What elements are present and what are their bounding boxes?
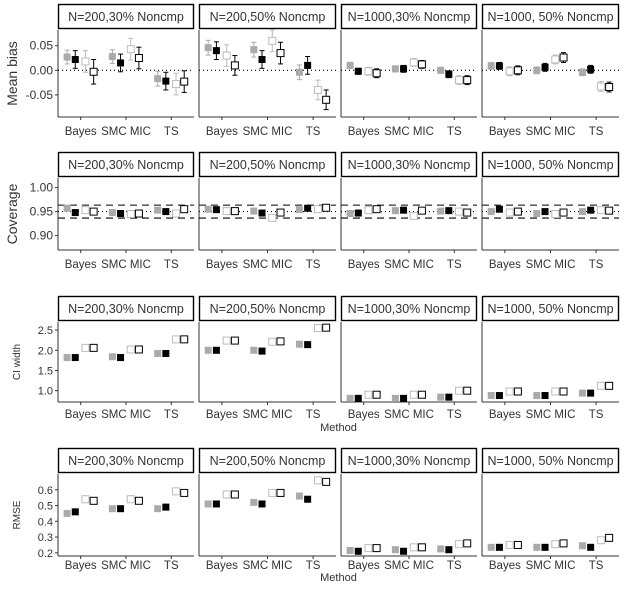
point-black-filled — [162, 350, 169, 357]
point-gray-open — [82, 207, 89, 214]
point-gray-filled — [488, 392, 495, 399]
point-black-filled — [355, 68, 362, 75]
point-gray-filled — [392, 546, 399, 553]
point-gray-open — [456, 541, 463, 548]
point-black-open — [606, 84, 613, 91]
point-gray-open — [410, 544, 417, 551]
x-tick-label: SMC MIC — [384, 560, 434, 572]
x-tick-label: SMC MIC — [242, 259, 293, 271]
point-black-open — [90, 497, 97, 504]
point-gray-open — [173, 210, 180, 217]
point-gray-open — [552, 211, 559, 218]
y-tick-label: 0.90 — [29, 228, 53, 243]
point-gray-open — [269, 214, 276, 221]
point-gray-filled — [296, 206, 303, 213]
point-gray-filled — [205, 347, 212, 354]
y-tick-label: -0.05 — [25, 87, 53, 102]
point-black-filled — [72, 209, 79, 216]
point-black-filled — [445, 207, 452, 214]
x-tick-label: SMC MIC — [525, 126, 576, 138]
point-black-filled — [72, 508, 79, 515]
y-axis-title: Mean bias — [4, 41, 20, 106]
x-tick-label: TS — [163, 409, 179, 421]
point-black-filled — [496, 206, 503, 213]
point-black-filled — [445, 71, 452, 78]
x-tick-label: TS — [163, 560, 179, 572]
point-black-filled — [587, 66, 594, 73]
point-black-filled — [117, 505, 124, 512]
facet-strip-label: N=200,50% Noncmp — [209, 10, 326, 24]
point-black-filled — [400, 65, 407, 72]
point-black-open — [560, 388, 567, 395]
x-tick-label: Bayes — [347, 409, 380, 421]
x-tick-label: TS — [163, 259, 179, 271]
x-tick-label: TS — [588, 259, 604, 271]
point-black-open — [464, 77, 471, 84]
facet-strip-label: N=1000, 50% Noncmp — [487, 454, 614, 468]
facet-strip-label: N=200,30% Noncmp — [68, 454, 184, 468]
point-gray-filled — [250, 347, 257, 354]
point-gray-filled — [347, 395, 354, 402]
x-tick-label: SMC MIC — [101, 560, 151, 572]
y-tick-label: 0.2 — [37, 547, 53, 560]
facet-strip-label: N=1000, 50% Noncmp — [487, 158, 614, 172]
point-gray-filled — [392, 395, 399, 402]
x-tick-label: SMC MIC — [242, 560, 293, 572]
y-axis-title: CI width — [12, 343, 23, 381]
facet-strip-label: N=1000, 50% Noncmp — [487, 302, 614, 316]
facet-strip-label: N=200,30% Noncmp — [68, 302, 184, 316]
x-tick-label: Bayes — [488, 409, 521, 421]
x-tick-label: Bayes — [64, 409, 97, 421]
y-tick-label: 2.5 — [37, 325, 53, 338]
point-gray-open — [552, 56, 559, 63]
point-black-filled — [304, 341, 311, 348]
point-gray-filled — [347, 62, 354, 69]
x-tick-label: Bayes — [347, 560, 380, 572]
point-gray-open — [410, 59, 417, 66]
facet-strip-label: N=1000,30% Noncmp — [347, 454, 471, 468]
point-black-open — [231, 337, 238, 344]
x-tick-label: SMC MIC — [101, 409, 151, 421]
x-tick-label: SMC MIC — [242, 126, 293, 138]
facet-strip-label: N=1000,30% Noncmp — [347, 10, 471, 24]
point-black-filled — [355, 210, 362, 217]
point-gray-filled — [154, 75, 161, 82]
point-gray-open — [456, 208, 463, 215]
x-tick-label: TS — [588, 409, 604, 421]
point-gray-open — [127, 46, 134, 53]
point-gray-open — [314, 206, 321, 213]
x-tick-label: TS — [446, 409, 462, 421]
point-gray-open — [552, 541, 559, 548]
point-black-filled — [496, 62, 503, 69]
point-black-open — [373, 70, 380, 77]
point-black-filled — [304, 496, 311, 503]
point-black-open — [277, 50, 284, 57]
point-gray-open — [365, 207, 372, 214]
point-black-open — [90, 344, 97, 351]
point-black-open — [181, 206, 188, 213]
point-gray-open — [127, 496, 134, 503]
point-black-filled — [445, 394, 452, 401]
point-gray-filled — [109, 505, 116, 512]
x-tick-label: Bayes — [205, 259, 238, 271]
facet-strip-label: N=200,50% Noncmp — [209, 454, 326, 468]
point-gray-open — [365, 68, 372, 75]
point-black-open — [418, 207, 425, 214]
point-black-filled — [587, 544, 594, 551]
point-black-open — [606, 382, 613, 389]
point-gray-open — [506, 541, 513, 548]
point-black-open — [418, 391, 425, 398]
point-black-filled — [213, 47, 220, 54]
point-black-filled — [259, 348, 266, 355]
point-gray-filled — [437, 208, 444, 215]
point-black-filled — [587, 390, 594, 397]
y-tick-label: 0.6 — [37, 484, 53, 497]
point-gray-filled — [64, 510, 71, 517]
x-tick-label: Bayes — [64, 560, 97, 572]
point-gray-filled — [154, 207, 161, 214]
point-gray-open — [173, 81, 180, 88]
point-gray-filled — [347, 210, 354, 217]
point-gray-filled — [109, 209, 116, 216]
point-gray-filled — [296, 493, 303, 500]
point-black-filled — [542, 64, 549, 71]
point-gray-filled — [488, 208, 495, 215]
point-black-open — [231, 491, 238, 498]
point-gray-open — [365, 391, 372, 398]
point-black-open — [90, 68, 97, 75]
point-black-open — [277, 209, 284, 216]
point-black-open — [135, 210, 142, 217]
point-black-open — [135, 497, 142, 504]
point-black-open — [323, 204, 330, 211]
point-black-open — [231, 62, 238, 69]
point-gray-open — [223, 491, 230, 498]
x-tick-label: TS — [163, 126, 179, 138]
point-gray-open — [82, 496, 89, 503]
point-gray-open — [173, 336, 180, 343]
x-tick-label: Bayes — [64, 259, 97, 271]
point-black-open — [373, 206, 380, 213]
point-gray-filled — [533, 67, 540, 74]
point-black-open — [514, 541, 521, 548]
point-black-open — [560, 54, 567, 61]
point-black-filled — [445, 546, 452, 553]
point-gray-filled — [64, 354, 71, 361]
point-black-filled — [587, 207, 594, 214]
facet-strip-label: N=1000, 50% Noncmp — [487, 10, 614, 24]
point-gray-filled — [109, 53, 116, 60]
point-gray-open — [173, 488, 180, 495]
y-axis-title: Coverage — [4, 183, 20, 245]
x-tick-label: SMC MIC — [525, 259, 576, 271]
point-gray-filled — [579, 69, 586, 76]
point-gray-filled — [533, 544, 540, 551]
point-black-filled — [355, 548, 362, 555]
point-black-filled — [213, 500, 220, 507]
point-black-filled — [542, 208, 549, 215]
x-tick-label: Bayes — [64, 126, 97, 138]
facet-strip-label: N=1000,30% Noncmp — [347, 158, 471, 172]
point-black-open — [418, 544, 425, 551]
y-tick-label: 0.05 — [29, 38, 53, 53]
point-black-open — [181, 78, 188, 85]
x-tick-label: TS — [305, 560, 321, 572]
point-gray-open — [597, 207, 604, 214]
point-black-open — [514, 67, 521, 74]
x-tick-label: TS — [446, 126, 462, 138]
point-gray-open — [82, 58, 89, 65]
facet-strip-label: N=200,30% Noncmp — [68, 158, 184, 172]
point-gray-filled — [250, 208, 257, 215]
facet-strip-label: N=200,50% Noncmp — [209, 302, 326, 316]
x-tick-label: TS — [305, 259, 321, 271]
point-black-open — [606, 534, 613, 541]
x-tick-label: SMC MIC — [384, 259, 434, 271]
x-tick-label: TS — [588, 126, 604, 138]
point-gray-filled — [296, 69, 303, 76]
point-gray-open — [269, 37, 276, 44]
point-gray-open — [127, 211, 134, 218]
point-black-filled — [259, 500, 266, 507]
point-black-filled — [162, 504, 169, 511]
point-gray-open — [223, 337, 230, 344]
x-tick-label: Bayes — [205, 560, 238, 572]
point-black-filled — [400, 548, 407, 555]
point-black-open — [277, 489, 284, 496]
point-gray-filled — [205, 206, 212, 213]
x-tick-label: Bayes — [488, 259, 521, 271]
point-black-filled — [304, 62, 311, 69]
point-black-filled — [304, 205, 311, 212]
point-gray-filled — [250, 499, 257, 506]
point-gray-open — [506, 68, 513, 75]
point-black-open — [606, 207, 613, 214]
point-black-open — [323, 96, 330, 103]
point-black-open — [560, 209, 567, 216]
point-gray-filled — [347, 547, 354, 554]
point-gray-filled — [488, 62, 495, 69]
point-black-filled — [542, 544, 549, 551]
x-tick-label: SMC MIC — [101, 259, 151, 271]
y-tick-label: 1.0 — [37, 385, 53, 398]
y-tick-label: 0.5 — [37, 500, 53, 513]
x-tick-label: Bayes — [205, 126, 238, 138]
point-black-filled — [117, 210, 124, 217]
point-gray-open — [365, 545, 372, 552]
y-tick-label: 0.95 — [29, 204, 53, 219]
point-gray-filled — [64, 205, 71, 212]
y-tick-label: 2.0 — [37, 345, 53, 358]
point-gray-filled — [392, 207, 399, 214]
point-gray-filled — [250, 46, 257, 53]
point-black-filled — [400, 395, 407, 402]
point-black-open — [135, 55, 142, 62]
point-gray-open — [552, 388, 559, 395]
point-black-open — [135, 346, 142, 353]
point-gray-filled — [154, 350, 161, 357]
point-gray-open — [269, 338, 276, 345]
point-gray-filled — [154, 505, 161, 512]
point-black-open — [514, 388, 521, 395]
point-black-open — [373, 545, 380, 552]
y-tick-label: 1.5 — [37, 365, 53, 378]
point-black-filled — [117, 59, 124, 66]
point-gray-filled — [64, 54, 71, 61]
y-axis-title: RMSE — [12, 500, 23, 530]
point-black-filled — [259, 56, 266, 63]
point-black-open — [323, 324, 330, 331]
point-black-open — [231, 208, 238, 215]
point-gray-filled — [579, 208, 586, 215]
x-tick-label: Bayes — [488, 560, 521, 572]
point-black-filled — [162, 208, 169, 215]
point-black-filled — [542, 392, 549, 399]
point-black-open — [464, 540, 471, 547]
point-gray-filled — [296, 341, 303, 348]
point-black-filled — [117, 354, 124, 361]
point-gray-open — [410, 212, 417, 219]
point-gray-open — [223, 52, 230, 59]
x-tick-label: TS — [446, 560, 462, 572]
point-black-open — [90, 208, 97, 215]
point-black-open — [373, 391, 380, 398]
x-axis-title: Method — [320, 572, 357, 584]
point-black-open — [418, 61, 425, 68]
x-tick-label: SMC MIC — [384, 409, 434, 421]
point-gray-filled — [109, 353, 116, 360]
point-gray-open — [223, 208, 230, 215]
point-gray-open — [410, 391, 417, 398]
point-black-filled — [213, 206, 220, 213]
point-black-open — [277, 338, 284, 345]
facet-strip-label: N=200,50% Noncmp — [209, 158, 326, 172]
point-black-open — [464, 209, 471, 216]
point-black-open — [181, 489, 188, 496]
point-black-filled — [213, 347, 220, 354]
x-tick-label: SMC MIC — [242, 409, 293, 421]
point-black-filled — [400, 207, 407, 214]
y-tick-label: 0.3 — [37, 532, 53, 545]
x-tick-label: Bayes — [205, 409, 238, 421]
point-gray-open — [506, 209, 513, 216]
point-gray-filled — [205, 44, 212, 51]
x-tick-label: SMC MIC — [525, 409, 576, 421]
point-black-filled — [259, 210, 266, 217]
point-gray-filled — [579, 390, 586, 397]
x-tick-label: SMC MIC — [384, 126, 434, 138]
point-black-filled — [72, 56, 79, 63]
point-black-open — [323, 478, 330, 485]
point-gray-open — [82, 344, 89, 351]
y-tick-label: 0.4 — [37, 516, 53, 529]
x-tick-label: TS — [305, 409, 321, 421]
y-tick-label: 0.00 — [29, 63, 53, 78]
point-black-open — [181, 336, 188, 343]
point-gray-filled — [488, 544, 495, 551]
point-black-open — [514, 208, 521, 215]
point-gray-open — [127, 346, 134, 353]
point-gray-filled — [533, 392, 540, 399]
point-gray-open — [269, 489, 276, 496]
x-tick-label: SMC MIC — [101, 126, 151, 138]
point-gray-open — [314, 86, 321, 93]
point-gray-open — [506, 388, 513, 395]
x-tick-label: TS — [588, 560, 604, 572]
point-gray-filled — [437, 545, 444, 552]
point-gray-filled — [533, 210, 540, 217]
x-tick-label: Bayes — [347, 259, 380, 271]
point-gray-open — [456, 77, 463, 84]
y-tick-label: 1.00 — [29, 180, 53, 195]
x-tick-label: Bayes — [347, 126, 380, 138]
point-black-open — [464, 387, 471, 394]
x-tick-label: SMC MIC — [525, 560, 576, 572]
point-gray-open — [314, 325, 321, 332]
point-gray-filled — [205, 500, 212, 507]
x-tick-label: TS — [305, 126, 321, 138]
point-black-filled — [72, 354, 79, 361]
x-tick-label: Bayes — [488, 126, 521, 138]
point-gray-filled — [579, 542, 586, 549]
point-gray-open — [314, 477, 321, 484]
x-tick-label: TS — [446, 259, 462, 271]
facet-strip-label: N=1000,30% Noncmp — [347, 302, 471, 316]
point-gray-filled — [437, 67, 444, 74]
point-black-filled — [162, 78, 169, 85]
point-gray-open — [597, 382, 604, 389]
point-black-filled — [355, 395, 362, 402]
point-gray-open — [597, 83, 604, 90]
point-gray-open — [456, 387, 463, 394]
point-black-open — [560, 540, 567, 547]
point-gray-filled — [437, 394, 444, 401]
point-black-filled — [496, 392, 503, 399]
facet-strip-label: N=200,30% Noncmp — [68, 10, 184, 24]
point-gray-filled — [392, 65, 399, 72]
point-gray-open — [597, 537, 604, 544]
x-axis-title: Method — [320, 422, 357, 434]
point-black-filled — [496, 544, 503, 551]
